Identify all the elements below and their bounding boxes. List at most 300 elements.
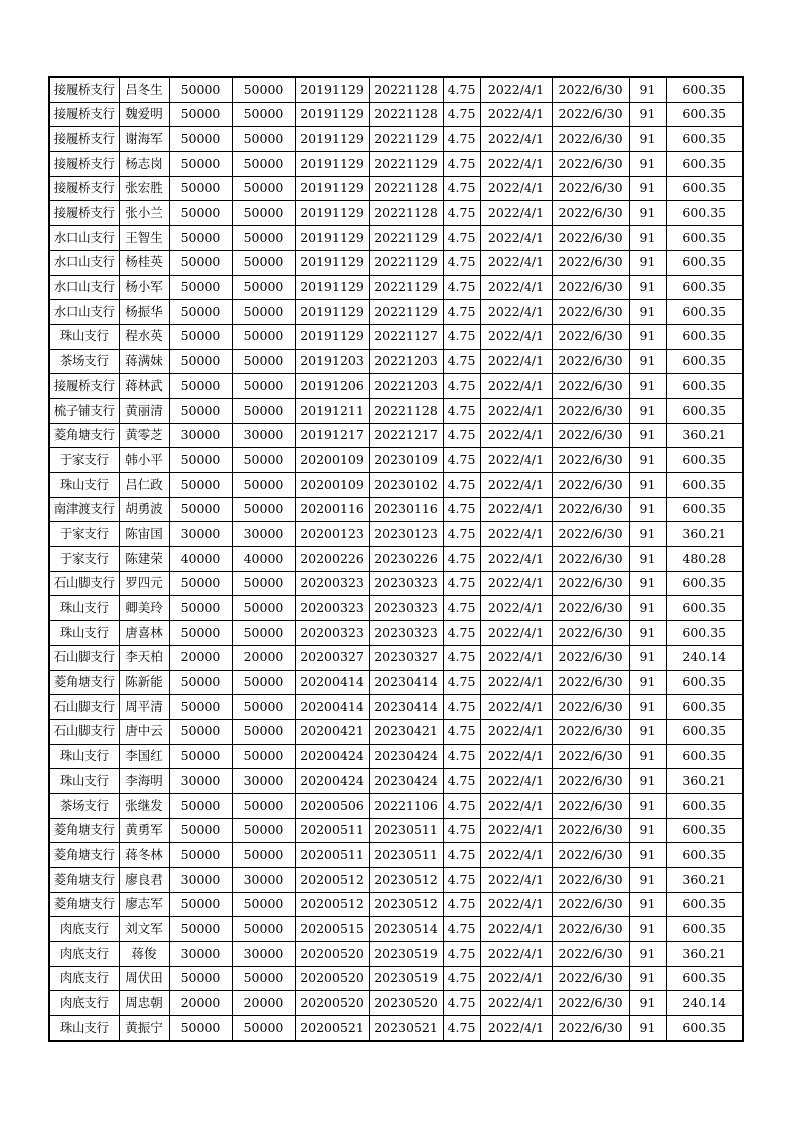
balance-cell: 50000 [232, 670, 295, 695]
start-date-cell: 20191129 [295, 250, 369, 275]
table-row [49, 398, 743, 423]
table-row [49, 942, 743, 967]
days-cell: 91 [629, 966, 666, 991]
period-start-cell: 2022/4/1 [480, 1016, 552, 1041]
period-start-cell: 2022/4/1 [480, 522, 552, 547]
end-date-cell: 20221129 [369, 250, 443, 275]
end-date-cell: 20221129 [369, 152, 443, 177]
amount-cell: 50000 [169, 398, 232, 423]
name-cell: 吕仁政 [119, 473, 169, 498]
interest-cell: 360.21 [666, 423, 743, 448]
end-date-cell: 20221203 [369, 374, 443, 399]
table-row [49, 621, 743, 646]
rate-cell: 4.75 [443, 793, 480, 818]
interest-cell: 600.35 [666, 571, 743, 596]
days-cell: 91 [629, 670, 666, 695]
branch-cell: 肉底支行 [49, 966, 119, 991]
days-cell: 91 [629, 398, 666, 423]
period-end-cell: 2022/6/30 [552, 547, 629, 572]
start-date-cell: 20200226 [295, 547, 369, 572]
start-date-cell: 20200414 [295, 670, 369, 695]
table-row [49, 892, 743, 917]
end-date-cell: 20230323 [369, 621, 443, 646]
balance-cell: 50000 [232, 152, 295, 177]
days-cell: 91 [629, 201, 666, 226]
interest-cell: 600.35 [666, 744, 743, 769]
period-start-cell: 2022/4/1 [480, 473, 552, 498]
end-date-cell: 20221106 [369, 793, 443, 818]
table-row [49, 448, 743, 473]
branch-cell: 于家支行 [49, 448, 119, 473]
days-cell: 91 [629, 596, 666, 621]
loan-interest-table [48, 76, 744, 1042]
name-cell: 张小兰 [119, 201, 169, 226]
rate-cell: 4.75 [443, 892, 480, 917]
amount-cell: 50000 [169, 300, 232, 325]
balance-cell: 50000 [232, 917, 295, 942]
table-row [49, 868, 743, 893]
period-start-cell: 2022/4/1 [480, 793, 552, 818]
end-date-cell: 20230520 [369, 991, 443, 1016]
table-row [49, 769, 743, 794]
interest-cell: 600.35 [666, 892, 743, 917]
branch-cell: 珠山支行 [49, 744, 119, 769]
amount-cell: 50000 [169, 201, 232, 226]
branch-cell: 南津渡支行 [49, 497, 119, 522]
rate-cell: 4.75 [443, 670, 480, 695]
period-end-cell: 2022/6/30 [552, 374, 629, 399]
rate-cell: 4.75 [443, 1016, 480, 1041]
days-cell: 91 [629, 843, 666, 868]
amount-cell: 40000 [169, 547, 232, 572]
branch-cell: 石山脚支行 [49, 719, 119, 744]
branch-cell: 于家支行 [49, 522, 119, 547]
rate-cell: 4.75 [443, 398, 480, 423]
days-cell: 91 [629, 349, 666, 374]
amount-cell: 50000 [169, 818, 232, 843]
amount-cell: 50000 [169, 497, 232, 522]
start-date-cell: 20200424 [295, 744, 369, 769]
branch-cell: 珠山支行 [49, 473, 119, 498]
days-cell: 91 [629, 1016, 666, 1041]
branch-cell: 珠山支行 [49, 1016, 119, 1041]
amount-cell: 50000 [169, 843, 232, 868]
start-date-cell: 20200327 [295, 645, 369, 670]
table-row [49, 152, 743, 177]
interest-cell: 600.35 [666, 127, 743, 152]
amount-cell: 50000 [169, 127, 232, 152]
rate-cell: 4.75 [443, 152, 480, 177]
period-end-cell: 2022/6/30 [552, 1016, 629, 1041]
name-cell: 蒋林武 [119, 374, 169, 399]
branch-cell: 菱角塘支行 [49, 670, 119, 695]
end-date-cell: 20230323 [369, 571, 443, 596]
name-cell: 程水英 [119, 324, 169, 349]
rate-cell: 4.75 [443, 250, 480, 275]
days-cell: 91 [629, 892, 666, 917]
period-end-cell: 2022/6/30 [552, 670, 629, 695]
days-cell: 91 [629, 719, 666, 744]
interest-cell: 600.35 [666, 1016, 743, 1041]
name-cell: 周平清 [119, 695, 169, 720]
period-start-cell: 2022/4/1 [480, 596, 552, 621]
start-date-cell: 20200512 [295, 892, 369, 917]
start-date-cell: 20200323 [295, 621, 369, 646]
days-cell: 91 [629, 522, 666, 547]
period-start-cell: 2022/4/1 [480, 744, 552, 769]
start-date-cell: 20191129 [295, 226, 369, 251]
balance-cell: 50000 [232, 374, 295, 399]
name-cell: 李海明 [119, 769, 169, 794]
balance-cell: 50000 [232, 596, 295, 621]
period-end-cell: 2022/6/30 [552, 917, 629, 942]
rate-cell: 4.75 [443, 349, 480, 374]
period-end-cell: 2022/6/30 [552, 695, 629, 720]
period-start-cell: 2022/4/1 [480, 77, 552, 102]
balance-cell: 50000 [232, 102, 295, 127]
start-date-cell: 20191217 [295, 423, 369, 448]
period-end-cell: 2022/6/30 [552, 744, 629, 769]
rate-cell: 4.75 [443, 201, 480, 226]
branch-cell: 珠山支行 [49, 596, 119, 621]
name-cell: 廖志军 [119, 892, 169, 917]
end-date-cell: 20230323 [369, 596, 443, 621]
table-row [49, 102, 743, 127]
start-date-cell: 20200512 [295, 868, 369, 893]
amount-cell: 50000 [169, 621, 232, 646]
name-cell: 吕冬生 [119, 77, 169, 102]
start-date-cell: 20200323 [295, 596, 369, 621]
balance-cell: 50000 [232, 818, 295, 843]
table-row [49, 843, 743, 868]
period-end-cell: 2022/6/30 [552, 423, 629, 448]
days-cell: 91 [629, 497, 666, 522]
period-start-cell: 2022/4/1 [480, 300, 552, 325]
branch-cell: 接履桥支行 [49, 102, 119, 127]
days-cell: 91 [629, 250, 666, 275]
balance-cell: 50000 [232, 448, 295, 473]
interest-cell: 600.35 [666, 398, 743, 423]
branch-cell: 菱角塘支行 [49, 843, 119, 868]
interest-cell: 600.35 [666, 621, 743, 646]
start-date-cell: 20200421 [295, 719, 369, 744]
period-start-cell: 2022/4/1 [480, 818, 552, 843]
days-cell: 91 [629, 868, 666, 893]
branch-cell: 接履桥支行 [49, 77, 119, 102]
amount-cell: 30000 [169, 868, 232, 893]
end-date-cell: 20230519 [369, 966, 443, 991]
rate-cell: 4.75 [443, 818, 480, 843]
period-end-cell: 2022/6/30 [552, 942, 629, 967]
end-date-cell: 20221128 [369, 398, 443, 423]
table-row [49, 966, 743, 991]
table-body [49, 77, 743, 1041]
table-row [49, 596, 743, 621]
rate-cell: 4.75 [443, 571, 480, 596]
days-cell: 91 [629, 571, 666, 596]
period-end-cell: 2022/6/30 [552, 818, 629, 843]
balance-cell: 50000 [232, 77, 295, 102]
branch-cell: 水口山支行 [49, 250, 119, 275]
name-cell: 蒋俊 [119, 942, 169, 967]
name-cell: 蒋满妹 [119, 349, 169, 374]
days-cell: 91 [629, 127, 666, 152]
name-cell: 魏爱明 [119, 102, 169, 127]
amount-cell: 50000 [169, 349, 232, 374]
name-cell: 胡勇波 [119, 497, 169, 522]
rate-cell: 4.75 [443, 942, 480, 967]
amount-cell: 50000 [169, 226, 232, 251]
table-row [49, 226, 743, 251]
table-row [49, 670, 743, 695]
table-row [49, 793, 743, 818]
interest-cell: 360.21 [666, 868, 743, 893]
rate-cell: 4.75 [443, 127, 480, 152]
rate-cell: 4.75 [443, 176, 480, 201]
end-date-cell: 20230421 [369, 719, 443, 744]
interest-cell: 600.35 [666, 300, 743, 325]
table-row [49, 917, 743, 942]
interest-cell: 600.35 [666, 250, 743, 275]
branch-cell: 石山脚支行 [49, 695, 119, 720]
balance-cell: 50000 [232, 398, 295, 423]
period-start-cell: 2022/4/1 [480, 374, 552, 399]
start-date-cell: 20200521 [295, 1016, 369, 1041]
name-cell: 张宏胜 [119, 176, 169, 201]
period-end-cell: 2022/6/30 [552, 127, 629, 152]
name-cell: 黄勇军 [119, 818, 169, 843]
balance-cell: 50000 [232, 300, 295, 325]
end-date-cell: 20230511 [369, 843, 443, 868]
period-end-cell: 2022/6/30 [552, 275, 629, 300]
branch-cell: 接履桥支行 [49, 152, 119, 177]
end-date-cell: 20230123 [369, 522, 443, 547]
balance-cell: 30000 [232, 769, 295, 794]
period-end-cell: 2022/6/30 [552, 226, 629, 251]
start-date-cell: 20191206 [295, 374, 369, 399]
period-start-cell: 2022/4/1 [480, 769, 552, 794]
start-date-cell: 20191129 [295, 275, 369, 300]
balance-cell: 50000 [232, 324, 295, 349]
period-end-cell: 2022/6/30 [552, 497, 629, 522]
days-cell: 91 [629, 226, 666, 251]
period-start-cell: 2022/4/1 [480, 423, 552, 448]
end-date-cell: 20221128 [369, 102, 443, 127]
period-end-cell: 2022/6/30 [552, 621, 629, 646]
interest-cell: 600.35 [666, 695, 743, 720]
days-cell: 91 [629, 448, 666, 473]
period-start-cell: 2022/4/1 [480, 250, 552, 275]
period-end-cell: 2022/6/30 [552, 473, 629, 498]
period-end-cell: 2022/6/30 [552, 645, 629, 670]
amount-cell: 50000 [169, 571, 232, 596]
branch-cell: 菱角塘支行 [49, 818, 119, 843]
interest-cell: 600.35 [666, 473, 743, 498]
branch-cell: 梳子铺支行 [49, 398, 119, 423]
table-row [49, 176, 743, 201]
rate-cell: 4.75 [443, 497, 480, 522]
rate-cell: 4.75 [443, 77, 480, 102]
interest-cell: 240.14 [666, 645, 743, 670]
interest-cell: 360.21 [666, 769, 743, 794]
name-cell: 刘文军 [119, 917, 169, 942]
rate-cell: 4.75 [443, 226, 480, 251]
amount-cell: 50000 [169, 448, 232, 473]
table-row [49, 497, 743, 522]
period-end-cell: 2022/6/30 [552, 991, 629, 1016]
balance-cell: 50000 [232, 201, 295, 226]
name-cell: 杨小军 [119, 275, 169, 300]
interest-cell: 600.35 [666, 77, 743, 102]
table-row [49, 275, 743, 300]
name-cell: 卿美玲 [119, 596, 169, 621]
period-start-cell: 2022/4/1 [480, 621, 552, 646]
end-date-cell: 20221128 [369, 201, 443, 226]
balance-cell: 50000 [232, 621, 295, 646]
balance-cell: 50000 [232, 349, 295, 374]
name-cell: 张继发 [119, 793, 169, 818]
balance-cell: 20000 [232, 991, 295, 1016]
start-date-cell: 20200109 [295, 448, 369, 473]
days-cell: 91 [629, 374, 666, 399]
name-cell: 陈建荣 [119, 547, 169, 572]
days-cell: 91 [629, 769, 666, 794]
name-cell: 廖良君 [119, 868, 169, 893]
end-date-cell: 20221217 [369, 423, 443, 448]
period-end-cell: 2022/6/30 [552, 102, 629, 127]
period-end-cell: 2022/6/30 [552, 843, 629, 868]
branch-cell: 接履桥支行 [49, 127, 119, 152]
table-row [49, 695, 743, 720]
period-end-cell: 2022/6/30 [552, 868, 629, 893]
end-date-cell: 20221129 [369, 275, 443, 300]
end-date-cell: 20230521 [369, 1016, 443, 1041]
period-start-cell: 2022/4/1 [480, 349, 552, 374]
table-row [49, 473, 743, 498]
interest-cell: 600.35 [666, 818, 743, 843]
balance-cell: 50000 [232, 497, 295, 522]
interest-cell: 600.35 [666, 374, 743, 399]
period-start-cell: 2022/4/1 [480, 719, 552, 744]
balance-cell: 30000 [232, 868, 295, 893]
amount-cell: 20000 [169, 645, 232, 670]
start-date-cell: 20200109 [295, 473, 369, 498]
table-row [49, 719, 743, 744]
amount-cell: 20000 [169, 991, 232, 1016]
days-cell: 91 [629, 473, 666, 498]
rate-cell: 4.75 [443, 917, 480, 942]
start-date-cell: 20191129 [295, 201, 369, 226]
interest-cell: 600.35 [666, 917, 743, 942]
rate-cell: 4.75 [443, 843, 480, 868]
table-row [49, 645, 743, 670]
name-cell: 韩小平 [119, 448, 169, 473]
days-cell: 91 [629, 818, 666, 843]
interest-cell: 600.35 [666, 201, 743, 226]
branch-cell: 水口山支行 [49, 226, 119, 251]
period-end-cell: 2022/6/30 [552, 793, 629, 818]
end-date-cell: 20221203 [369, 349, 443, 374]
end-date-cell: 20230226 [369, 547, 443, 572]
name-cell: 罗四元 [119, 571, 169, 596]
amount-cell: 30000 [169, 522, 232, 547]
start-date-cell: 20191129 [295, 176, 369, 201]
period-start-cell: 2022/4/1 [480, 226, 552, 251]
rate-cell: 4.75 [443, 596, 480, 621]
name-cell: 唐中云 [119, 719, 169, 744]
rate-cell: 4.75 [443, 473, 480, 498]
amount-cell: 30000 [169, 769, 232, 794]
period-end-cell: 2022/6/30 [552, 522, 629, 547]
interest-cell: 480.28 [666, 547, 743, 572]
days-cell: 91 [629, 621, 666, 646]
start-date-cell: 20191211 [295, 398, 369, 423]
period-start-cell: 2022/4/1 [480, 942, 552, 967]
amount-cell: 50000 [169, 1016, 232, 1041]
period-end-cell: 2022/6/30 [552, 966, 629, 991]
rate-cell: 4.75 [443, 102, 480, 127]
balance-cell: 50000 [232, 695, 295, 720]
interest-cell: 600.35 [666, 152, 743, 177]
balance-cell: 50000 [232, 793, 295, 818]
rate-cell: 4.75 [443, 522, 480, 547]
rate-cell: 4.75 [443, 275, 480, 300]
start-date-cell: 20191129 [295, 102, 369, 127]
balance-cell: 50000 [232, 127, 295, 152]
balance-cell: 20000 [232, 645, 295, 670]
period-end-cell: 2022/6/30 [552, 201, 629, 226]
start-date-cell: 20200511 [295, 843, 369, 868]
period-start-cell: 2022/4/1 [480, 497, 552, 522]
interest-cell: 600.35 [666, 349, 743, 374]
end-date-cell: 20221129 [369, 226, 443, 251]
period-start-cell: 2022/4/1 [480, 868, 552, 893]
rate-cell: 4.75 [443, 966, 480, 991]
balance-cell: 50000 [232, 892, 295, 917]
branch-cell: 接履桥支行 [49, 176, 119, 201]
amount-cell: 50000 [169, 102, 232, 127]
branch-cell: 石山脚支行 [49, 645, 119, 670]
name-cell: 陈新能 [119, 670, 169, 695]
name-cell: 杨志岗 [119, 152, 169, 177]
rate-cell: 4.75 [443, 695, 480, 720]
rate-cell: 4.75 [443, 645, 480, 670]
start-date-cell: 20191129 [295, 127, 369, 152]
branch-cell: 石山脚支行 [49, 571, 119, 596]
rate-cell: 4.75 [443, 719, 480, 744]
branch-cell: 接履桥支行 [49, 374, 119, 399]
balance-cell: 50000 [232, 226, 295, 251]
start-date-cell: 20200520 [295, 966, 369, 991]
balance-cell: 30000 [232, 423, 295, 448]
period-end-cell: 2022/6/30 [552, 176, 629, 201]
name-cell: 唐喜林 [119, 621, 169, 646]
name-cell: 谢海军 [119, 127, 169, 152]
end-date-cell: 20230116 [369, 497, 443, 522]
rate-cell: 4.75 [443, 448, 480, 473]
period-start-cell: 2022/4/1 [480, 917, 552, 942]
period-start-cell: 2022/4/1 [480, 991, 552, 1016]
branch-cell: 珠山支行 [49, 769, 119, 794]
end-date-cell: 20230512 [369, 892, 443, 917]
period-start-cell: 2022/4/1 [480, 695, 552, 720]
table-row [49, 300, 743, 325]
amount-cell: 50000 [169, 793, 232, 818]
amount-cell: 50000 [169, 670, 232, 695]
balance-cell: 30000 [232, 522, 295, 547]
branch-cell: 水口山支行 [49, 275, 119, 300]
rate-cell: 4.75 [443, 423, 480, 448]
